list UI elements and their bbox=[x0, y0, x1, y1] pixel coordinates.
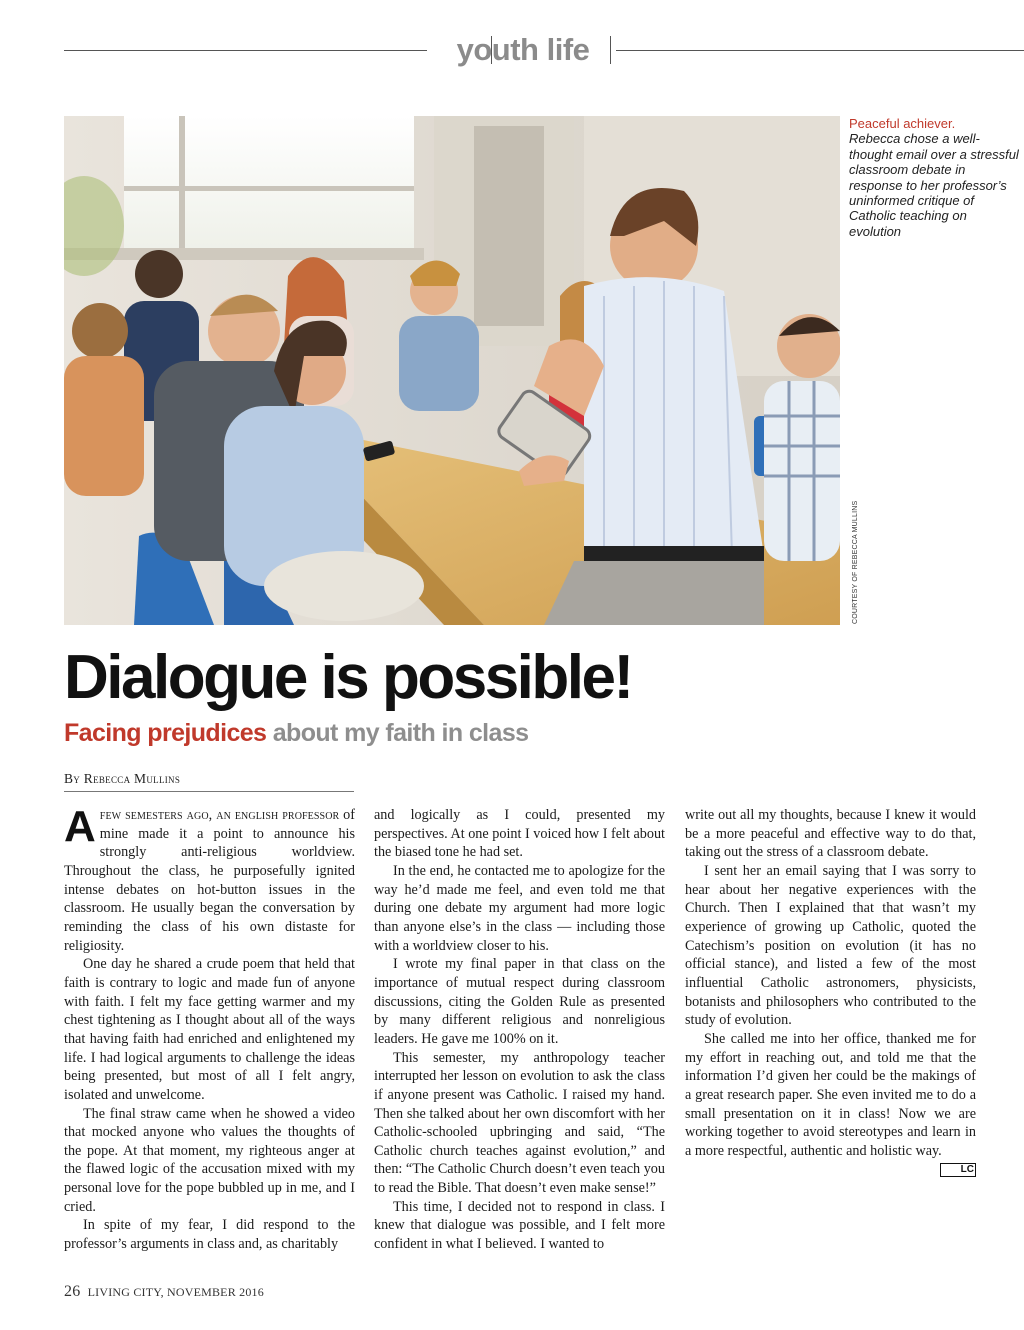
article-paragraph: I sent her an email saying that I was sorry to hear about her negative experiences with the Church. Then I explained that that wasn’t my experience of growing up Catholic, quoted the Catechism’s position on evolution (it has no official stance), and listed a few of the most influential Catholic astronomers, physicists, botanists and philosophers who contributed to the study of evolution. bbox=[685, 862, 976, 1029]
article-paragraph bbox=[685, 1030, 976, 1176]
paragraph-text: of mine made it a point to announce his strongly anti-religious worldview. Throughout the class, he purposefully ignited intense debates on hot-button issues in the classroom. He usually began the conversation by reminding the class of his own distaste for religiosity. bbox=[64, 807, 355, 954]
section-title: youth life bbox=[456, 32, 590, 67]
article-paragraph bbox=[64, 802, 355, 955]
publication-line: LIVING CITY, NOVEMBER 2016 bbox=[87, 1285, 264, 1299]
article-column-3 bbox=[685, 806, 976, 1177]
subhead-accent: Facing prejudices bbox=[64, 719, 267, 747]
caption-body: Rebecca chose a well-thought email over a stressful classroom debate in response to her professor’s uninformed critique of Catholic teaching on evolution bbox=[849, 131, 1019, 239]
header-rule-right bbox=[616, 50, 1024, 51]
article-paragraph: In the end, he contacted me to apologize for the way he’d made me feel, and even told me that during one debate my argument had more logic than anyone else’s in the class — including those with a worldview closer to his. bbox=[374, 862, 665, 954]
classroom-photo bbox=[64, 116, 840, 625]
article-paragraph: and logically as I could, presented my perspectives. At one point I voiced how I felt about the biased tone he had set. bbox=[374, 807, 665, 861]
article-paragraph: This time, I decided not to respond in class. I knew that dialogue was possible, and I felt more confident in what I believed. I wanted to bbox=[374, 1198, 665, 1253]
header-rule-left bbox=[64, 50, 427, 51]
article-column-1 bbox=[64, 802, 355, 1254]
article-paragraph: The final straw came when he showed a video that mocked anyone who values the thoughts of the pope. At that moment, my righteous anger at the flawed logic of the accusation mixed with my personal love for the pope bubbled up in me, and I cried. bbox=[64, 1105, 355, 1215]
caption-head: Peaceful achiever. bbox=[849, 116, 956, 131]
article-subhead bbox=[64, 715, 964, 751]
article-paragraph: write out all my thoughts, because I knew it would be a more peaceful and effective way to do that, taking out the stress of a classroom debate. bbox=[685, 807, 976, 861]
header-tick-right bbox=[610, 36, 611, 64]
page-folio bbox=[64, 1283, 264, 1301]
byline: By Rebecca Mullins bbox=[64, 771, 354, 792]
article-paragraph: One day he shared a crude poem that held that faith is contrary to logic and made fun of anyone with faith. I felt my face getting warmer and my chest tightening as I thought about all of the ways that having faith had enriched and enlightened my life. I had logical arguments to challenge the ideas being presented, but most of all I felt angry, isolated and unwelcome. bbox=[64, 956, 355, 1103]
article-paragraph: I wrote my final paper in that class on the importance of mutual respect during classroom discussions, citing the Golden Rule as presented by many different religious and nonreligious leaders. He gave me 100% on it. bbox=[374, 956, 665, 1047]
subhead-rest: about my faith in class bbox=[272, 719, 529, 747]
paragraph-text: She called me into her office, thanked me for my effort in reaching out, and told me that the information I’d given her could be the makings of a great research paper. She even invited me to do a small presentation on it in class! Now we are working together to avoid stereotypes and learn in a more respectful, authentic and holistic way. bbox=[685, 1030, 976, 1159]
lead-in: few semesters ago, an english professor bbox=[99, 807, 340, 823]
section-header bbox=[64, 28, 1024, 72]
article-paragraph: This semester, my anthropology teacher interrupted her lesson on evolution to ask the class if anyone present was Catholic. I raised my hand. Then she talked about her own discomfort with her Catholic-schooled upbringing and said, “The Catholic church teaches against evolution,” and then: “The Catholic Church doesn’t even teach you to read the Bible. That doesn’t even make sense!” bbox=[374, 1049, 665, 1197]
photo-caption bbox=[849, 116, 1019, 239]
article-column-2 bbox=[374, 806, 665, 1254]
photo-credit: COURTESY OF REBECCA MULLINS bbox=[852, 500, 859, 624]
article-paragraph: In spite of my fear, I did respond to the professor’s arguments in class and, as charitably bbox=[64, 1217, 355, 1253]
drop-cap: A bbox=[64, 802, 96, 851]
end-mark-logo: LC bbox=[940, 1163, 976, 1177]
page-number: 26 bbox=[64, 1283, 81, 1300]
article-headline: Dialogue is possible! bbox=[64, 643, 632, 712]
